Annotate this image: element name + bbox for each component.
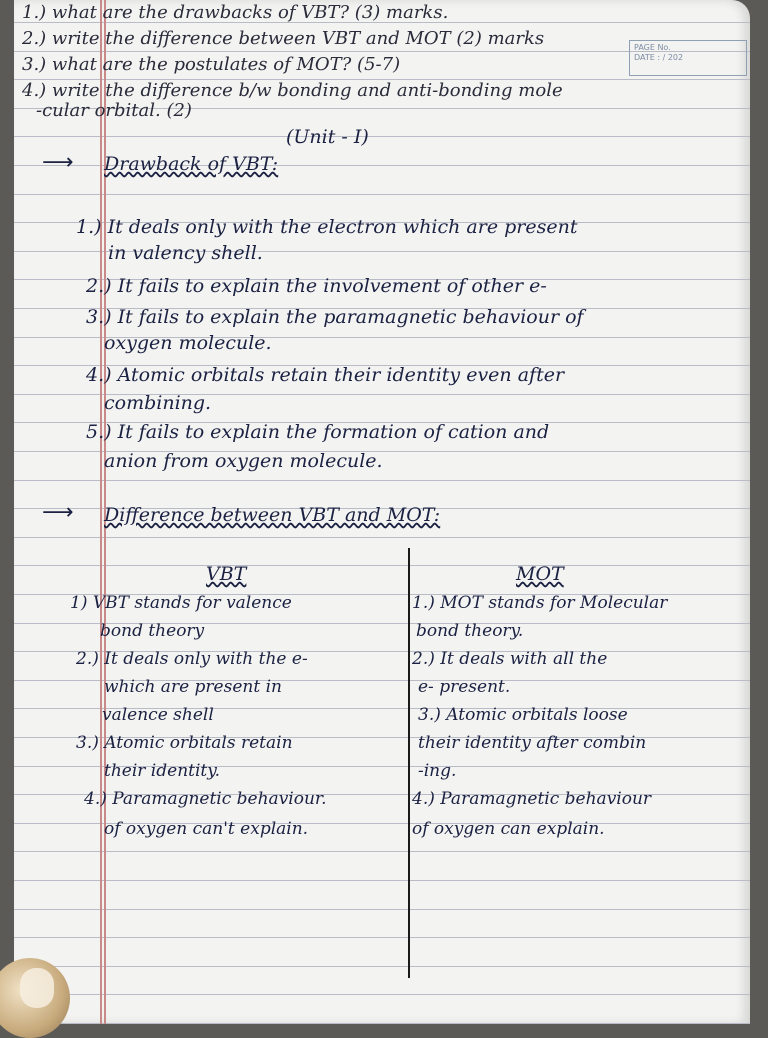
drawback-line: 5.) It fails to explain the formation of cation and xyxy=(86,421,550,443)
ruled-line xyxy=(14,537,750,538)
drawback-line: 1.) It deals only with the electron which are present xyxy=(76,216,578,238)
date-label: DATE : / 202 xyxy=(634,53,684,62)
mot-heading: MOT xyxy=(516,563,564,585)
mot-line: 3.) Atomic orbitals loose xyxy=(418,705,628,725)
arrow-icon: ⟶ xyxy=(42,150,74,175)
arrow-icon: ⟶ xyxy=(42,500,74,525)
vbt-line: 3.) Atomic orbitals retain xyxy=(76,733,293,753)
ruled-line xyxy=(14,994,750,995)
question-2: 2.) write the difference between VBT and MOT (2) marks xyxy=(22,28,545,49)
question-1: 1.) what are the drawbacks of VBT? (3) marks. xyxy=(22,2,449,23)
ruled-line xyxy=(14,851,750,852)
vbt-line: of oxygen can't explain. xyxy=(104,819,309,839)
ruled-line xyxy=(14,136,750,137)
drawback-line: anion from oxygen molecule. xyxy=(104,450,383,472)
vbt-line: bond theory xyxy=(100,621,205,641)
mot-line: of oxygen can explain. xyxy=(412,819,605,839)
ruled-line xyxy=(14,565,750,566)
vbt-line: 4.) Paramagnetic behaviour. xyxy=(84,789,327,809)
question-3: 3.) what are the postulates of MOT? (5-7) xyxy=(22,54,401,75)
column-divider xyxy=(408,548,410,978)
mot-line: 1.) MOT stands for Molecular xyxy=(412,593,668,613)
vbt-line: 1) VBT stands for valence xyxy=(70,593,292,613)
drawback-line: 2.) It fails to explain the involvement of other e- xyxy=(86,275,547,297)
ruled-line xyxy=(14,480,750,481)
question-4-cont: -cular orbital. (2) xyxy=(36,100,192,121)
drawback-heading: Drawback of VBT: xyxy=(104,153,279,175)
page-no-label: PAGE No. xyxy=(634,43,671,52)
difference-heading: Difference between VBT and MOT: xyxy=(104,504,441,526)
question-4: 4.) write the difference b/w bonding and anti-bonding mole xyxy=(22,80,563,101)
drawback-line: in valency shell. xyxy=(108,242,263,264)
drawback-line: 3.) It fails to explain the paramagnetic behaviour of xyxy=(86,306,584,328)
mot-line: -ing. xyxy=(418,761,457,781)
vbt-heading: VBT xyxy=(206,563,247,585)
ruled-line xyxy=(14,937,750,938)
margin-line-left xyxy=(100,0,102,1024)
mot-line: bond theory. xyxy=(416,621,524,641)
mot-line: 4.) Paramagnetic behaviour xyxy=(412,789,652,809)
drawback-line: combining. xyxy=(104,392,212,414)
thumbnail-image xyxy=(20,968,54,1008)
ruled-line xyxy=(14,909,750,910)
ruled-line xyxy=(14,880,750,881)
notebook-page xyxy=(14,0,750,1024)
ruled-line xyxy=(14,194,750,195)
mot-line: their identity after combin xyxy=(418,733,647,753)
mot-line: e- present. xyxy=(418,677,511,697)
mot-line: 2.) It deals with all the xyxy=(412,649,608,669)
unit-title: (Unit - I) xyxy=(286,126,369,148)
vbt-line: which are present in xyxy=(104,677,282,697)
vbt-line: valence shell xyxy=(102,705,214,725)
vbt-line: 2.) It deals only with the e- xyxy=(76,649,308,669)
ruled-line xyxy=(14,966,750,967)
drawback-line: 4.) Atomic orbitals retain their identity even after xyxy=(86,364,565,386)
drawback-line: oxygen molecule. xyxy=(104,332,272,354)
page-date-box xyxy=(629,40,747,76)
vbt-line: their identity. xyxy=(104,761,220,781)
